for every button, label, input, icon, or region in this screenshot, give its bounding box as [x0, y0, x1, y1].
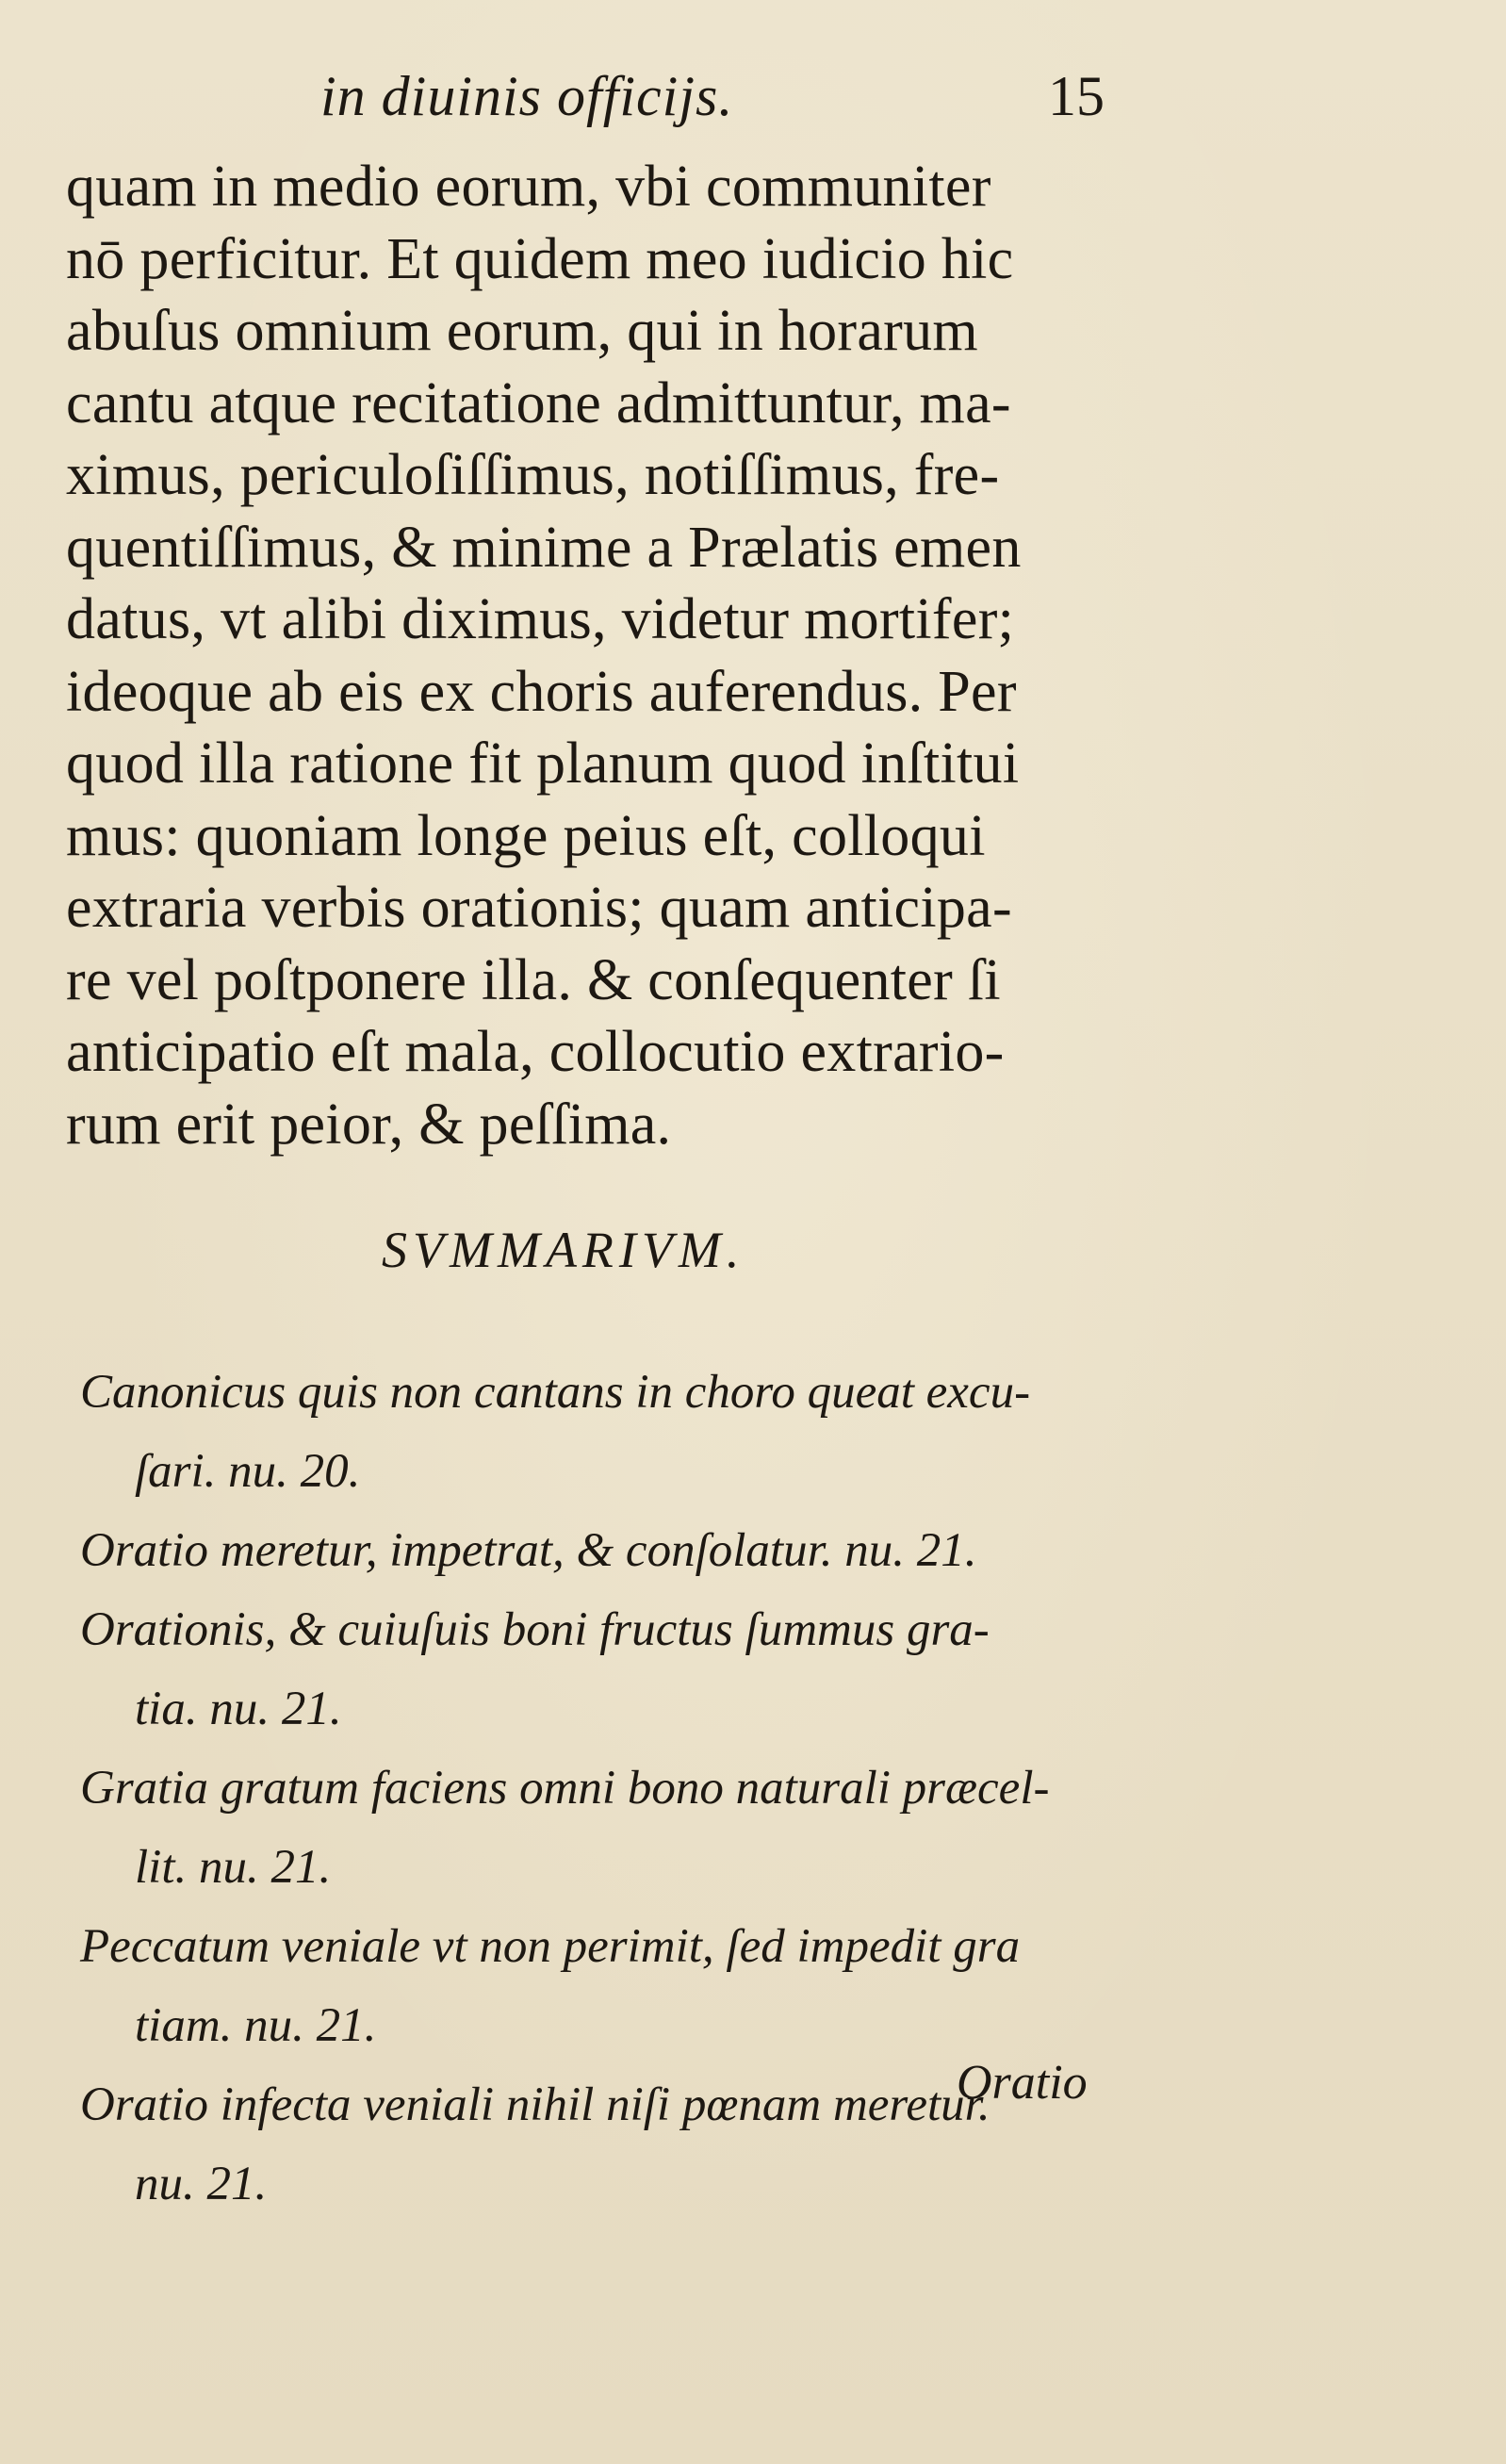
summary-line: nu. 21.: [135, 2158, 268, 2210]
summary-line: Orationis, & cuiuſuis boni fructus ſummus gra-: [80, 1603, 990, 1656]
body-line: quentiſſimus, & minime a Prælatis emen: [66, 515, 1022, 580]
body-line: anticipatio eſt mala, collocutio extrario-: [66, 1020, 1005, 1084]
body-line: mus: quoniam longe peius eſt, colloqui: [66, 803, 986, 868]
running-title: in diuinis officijs.: [320, 65, 734, 127]
summary-line: Oratio infecta veniali nihil niſi pœnam meretur.: [80, 2078, 990, 2131]
body-line: extraria verbis orationis; quam anticipa-: [66, 876, 1012, 940]
body-line: quod illa ratione fit planum quod inſtitui: [66, 731, 1020, 796]
body-line: ideoque ab eis ex choris auferendus. Per: [66, 659, 1017, 724]
body-text: [66, 151, 1150, 1160]
summary-line: ſari. nu. 20.: [135, 1445, 361, 1498]
summary-line: tia. nu. 21.: [135, 1683, 342, 1735]
body-line: rum erit peior, & peſſima.: [66, 1092, 672, 1157]
summary-line: Canonicus quis non cantans in choro queat excu-: [80, 1366, 1031, 1419]
summary-line: Peccatum veniale vt non perimit, ſed impedit gra: [80, 1920, 1021, 1973]
summary-line: Gratia gratum faciens omni bono naturali præcel-: [80, 1762, 1050, 1815]
body-line: re vel poſtponere illa. & conſequenter ſi: [66, 947, 1001, 1012]
page-number: 15: [1048, 65, 1105, 127]
body-line: datus, vt alibi diximus, videtur mortifer;: [66, 587, 1015, 651]
body-line: ximus, periculoſiſſimus, notiſſimus, fre-: [66, 443, 1000, 507]
summary-heading: SVMMARIVM.: [382, 1222, 745, 1278]
catchword: Oratio: [957, 2056, 1088, 2110]
body-line: cantu atque recitatione admittuntur, ma-: [66, 370, 1011, 435]
body-line: nō perficitur. Et quidem meo iudicio hic: [66, 226, 1014, 291]
body-line: abuſus omnium eorum, qui in horarum: [66, 299, 978, 363]
summary-line: Oratio meretur, impetrat, & conſolatur. nu. 21.: [80, 1524, 977, 1577]
body-line: quam in medio eorum, vbi communiter: [66, 155, 991, 219]
summary-line: lit. nu. 21.: [135, 1841, 332, 1894]
summary-line: tiam. nu. 21.: [135, 1999, 377, 2052]
